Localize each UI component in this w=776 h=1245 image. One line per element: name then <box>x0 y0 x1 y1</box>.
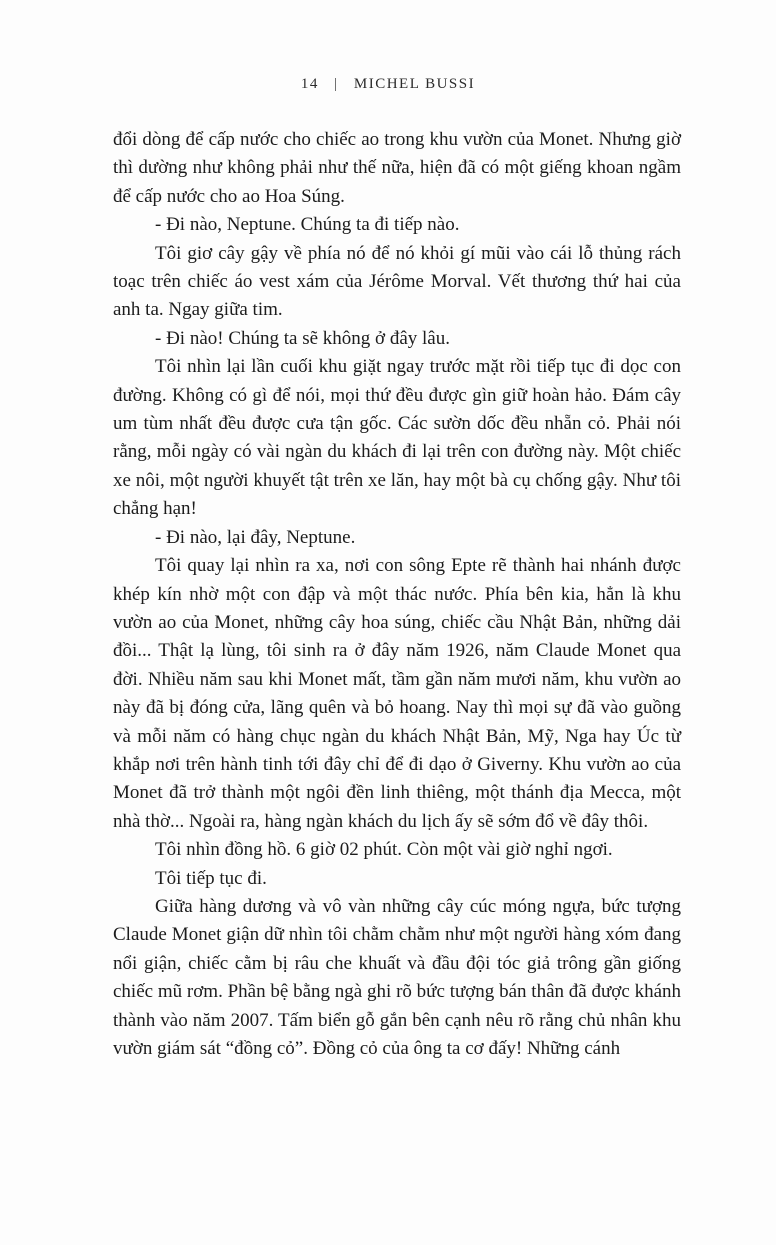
body-text <box>113 126 681 1063</box>
paragraph: Tôi nhìn đồng hồ. 6 giờ 02 phút. Còn một vài giờ nghỉ ngơi. <box>155 839 613 861</box>
dialogue-paragraph: - Đi nào, lại đây, Neptune. <box>155 526 356 548</box>
paragraph: Tôi giơ cây gậy về phía nó để nó khỏi gí mũi vào cái lỗ thủng rách toạc trên chiếc áo vest xám của Jérôme Morval. Vết thương thứ hai của anh ta. Ngay giữa tim. <box>113 242 681 321</box>
paragraph: Tôi tiếp tục đi. <box>155 867 267 889</box>
paragraph: Giữa hàng dương và vô vàn những cây cúc móng ngựa, bức tượng Claude Monet giận dữ nhìn tôi chằm chằm như một người hàng xóm đang nổi giận, chiếc cằm bị râu che khuất và đầu đội tóc giả trông gần giống chiếc mũ rơm. Phần bệ bằng ngà ghi rõ bức tượng bán thân đã được khánh thành vào năm 2007. Tấm biển gỗ gắn bên cạnh nêu rõ rằng chủ nhân khu vườn giám sát “đồng cỏ”. Đồng cỏ của ông ta cơ đấy! Những cánh <box>113 895 681 1059</box>
dialogue-paragraph: - Đi nào, Neptune. Chúng ta đi tiếp nào. <box>155 214 460 236</box>
paragraph: Tôi quay lại nhìn ra xa, nơi con sông Epte rẽ thành hai nhánh được khép kín nhờ một con đập và một thác nước. Phía bên kia, hẳn là khu vườn ao của Monet, những cây hoa súng, chiếc cầu Nhật Bản, những dải đồi... Thật lạ lùng, tôi sinh ra ở đây năm 1926, năm Claude Monet qua đời. Nhiều năm sau khi Monet mất, tầm gần năm mươi năm, khu vườn ao này đã bị đóng cửa, lãng quên và bỏ hoang. Nay thì mọi sự đã vào guồng và mỗi năm có hàng chục ngàn du khách Nhật Bản, Mỹ, Nga hay Úc từ khắp nơi trên hành tinh tới đây chỉ để đi dạo ở Giverny. Khu vườn ao của Monet đã trở thành một ngôi đền linh thiêng, một thánh địa Mecca, một nhà thờ... Ngoài ra, hàng ngàn khách du lịch ấy sẽ sớm đổ về đây thôi. <box>113 555 681 832</box>
dialogue-paragraph: - Đi nào! Chúng ta sẽ không ở đây lâu. <box>155 327 450 349</box>
page-number: 14 <box>300 76 319 92</box>
paragraph: đổi dòng để cấp nước cho chiếc ao trong khu vườn của Monet. Nhưng giờ thì dường như không phải như thế nữa, hiện đã có một giếng khoan ngầm để cấp nước cho ao Hoa Súng. <box>113 129 681 207</box>
paragraph: Tôi nhìn lại lần cuối khu giặt ngay trước mặt rồi tiếp tục đi dọc con đường. Không có gì để nói, mọi thứ đều được gìn giữ hoàn hảo. Đám cây um tùm nhất đều được cưa tận gốc. Các sườn dốc đều nhẵn cỏ. Phải nói rằng, mỗi ngày có vài ngàn du khách đi lại trên con đường này. Một chiếc xe nôi, một người khuyết tật trên xe lăn, hay một bà cụ chống gậy. Như tôi chẳng hạn! <box>113 356 681 520</box>
header-separator: | <box>334 76 339 92</box>
page-header <box>0 76 776 93</box>
running-head-author: MICHEL BUSSI <box>353 76 476 92</box>
